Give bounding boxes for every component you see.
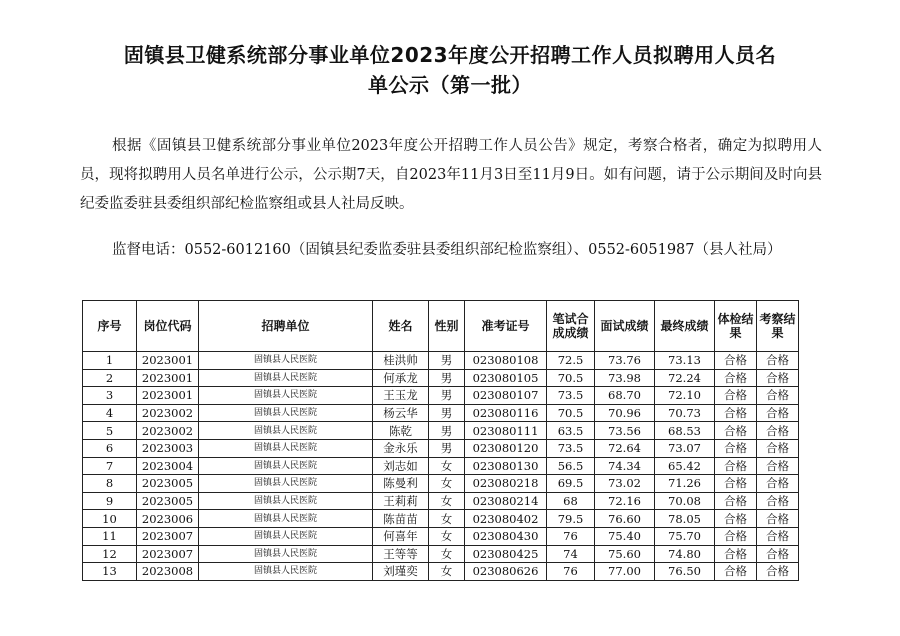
cell-exam-no: 023080111	[465, 422, 547, 440]
cell-interview-score: 76.60	[595, 510, 655, 528]
cell-written-score: 74	[547, 545, 595, 563]
cell-position-code: 2023003	[137, 439, 199, 457]
cell-interview-score: 73.98	[595, 369, 655, 387]
cell-interview-score: 75.60	[595, 545, 655, 563]
table-row	[83, 422, 799, 440]
cell-unit: 固镇县人民医院	[199, 475, 373, 493]
cell-position-code: 2023007	[137, 527, 199, 545]
cell-exam-no: 023080402	[465, 510, 547, 528]
cell-position-code: 2023002	[137, 404, 199, 422]
cell-final-score: 65.42	[655, 457, 715, 475]
cell-interview-score: 73.56	[595, 422, 655, 440]
cell-written-score: 69.5	[547, 475, 595, 493]
header-interview-score: 面试成绩	[595, 301, 655, 352]
cell-unit: 固镇县人民医院	[199, 492, 373, 510]
cell-review-result: 合格	[757, 510, 799, 528]
title-line-2: 单公示（第一批）	[368, 73, 532, 97]
cell-final-score: 72.24	[655, 369, 715, 387]
cell-index: 3	[83, 387, 137, 405]
header-final-score: 最终成绩	[655, 301, 715, 352]
cell-unit: 固镇县人民医院	[199, 457, 373, 475]
cell-physical-result: 合格	[715, 404, 757, 422]
cell-index: 8	[83, 475, 137, 493]
cell-gender: 女	[429, 510, 465, 528]
cell-review-result: 合格	[757, 369, 799, 387]
cell-name: 陈苗苗	[373, 510, 429, 528]
cell-final-score: 71.26	[655, 475, 715, 493]
cell-unit: 固镇县人民医院	[199, 352, 373, 370]
cell-interview-score: 70.96	[595, 404, 655, 422]
cell-index: 1	[83, 352, 137, 370]
cell-exam-no: 023080120	[465, 439, 547, 457]
cell-name: 何喜年	[373, 527, 429, 545]
cell-gender: 女	[429, 492, 465, 510]
cell-written-score: 63.5	[547, 422, 595, 440]
cell-written-score: 72.5	[547, 352, 595, 370]
cell-physical-result: 合格	[715, 475, 757, 493]
cell-gender: 男	[429, 439, 465, 457]
cell-index: 6	[83, 439, 137, 457]
cell-unit: 固镇县人民医院	[199, 404, 373, 422]
cell-unit: 固镇县人民医院	[199, 387, 373, 405]
header-position-code: 岗位代码	[137, 301, 199, 352]
header-written-score: 笔试合成成绩	[547, 301, 595, 352]
cell-name: 陈乾	[373, 422, 429, 440]
cell-gender: 男	[429, 352, 465, 370]
cell-position-code: 2023001	[137, 369, 199, 387]
cell-unit: 固镇县人民医院	[199, 422, 373, 440]
table-row	[83, 475, 799, 493]
cell-final-score: 78.05	[655, 510, 715, 528]
cell-exam-no: 023080425	[465, 545, 547, 563]
cell-name: 桂洪帅	[373, 352, 429, 370]
cell-review-result: 合格	[757, 352, 799, 370]
cell-gender: 女	[429, 563, 465, 581]
cell-gender: 女	[429, 545, 465, 563]
cell-exam-no: 023080107	[465, 387, 547, 405]
table-row	[83, 352, 799, 370]
cell-name: 何承龙	[373, 369, 429, 387]
cell-interview-score: 73.02	[595, 475, 655, 493]
cell-final-score: 68.53	[655, 422, 715, 440]
table-row	[83, 545, 799, 563]
cell-name: 王玉龙	[373, 387, 429, 405]
cell-unit: 固镇县人民医院	[199, 527, 373, 545]
cell-review-result: 合格	[757, 387, 799, 405]
cell-interview-score: 72.64	[595, 439, 655, 457]
header-unit: 招聘单位	[199, 301, 373, 352]
cell-gender: 男	[429, 404, 465, 422]
cell-gender: 男	[429, 369, 465, 387]
cell-review-result: 合格	[757, 492, 799, 510]
table-row	[83, 527, 799, 545]
cell-interview-score: 73.76	[595, 352, 655, 370]
cell-interview-score: 72.16	[595, 492, 655, 510]
cell-written-score: 76	[547, 563, 595, 581]
cell-written-score: 73.5	[547, 439, 595, 457]
cell-physical-result: 合格	[715, 510, 757, 528]
table-row	[83, 387, 799, 405]
header-gender: 性别	[429, 301, 465, 352]
table-row	[83, 492, 799, 510]
cell-unit: 固镇县人民医院	[199, 545, 373, 563]
cell-name: 杨云华	[373, 404, 429, 422]
cell-position-code: 2023001	[137, 387, 199, 405]
cell-review-result: 合格	[757, 457, 799, 475]
header-exam-no: 准考证号	[465, 301, 547, 352]
cell-final-score: 70.08	[655, 492, 715, 510]
cell-written-score: 56.5	[547, 457, 595, 475]
cell-index: 5	[83, 422, 137, 440]
cell-name: 刘瑾奕	[373, 563, 429, 581]
cell-final-score: 70.73	[655, 404, 715, 422]
cell-exam-no: 023080108	[465, 352, 547, 370]
table-row	[83, 404, 799, 422]
cell-physical-result: 合格	[715, 422, 757, 440]
cell-physical-result: 合格	[715, 387, 757, 405]
cell-review-result: 合格	[757, 439, 799, 457]
cell-gender: 女	[429, 475, 465, 493]
cell-final-score: 75.70	[655, 527, 715, 545]
cell-unit: 固镇县人民医院	[199, 510, 373, 528]
table-header-row	[83, 301, 799, 352]
cell-review-result: 合格	[757, 563, 799, 581]
table-row	[83, 563, 799, 581]
cell-physical-result: 合格	[715, 457, 757, 475]
cell-written-score: 76	[547, 527, 595, 545]
cell-review-result: 合格	[757, 545, 799, 563]
cell-physical-result: 合格	[715, 545, 757, 563]
cell-gender: 男	[429, 387, 465, 405]
cell-interview-score: 74.34	[595, 457, 655, 475]
cell-physical-result: 合格	[715, 492, 757, 510]
header-physical-result: 体检结果	[715, 301, 757, 352]
cell-position-code: 2023004	[137, 457, 199, 475]
cell-review-result: 合格	[757, 404, 799, 422]
cell-final-score: 73.13	[655, 352, 715, 370]
cell-physical-result: 合格	[715, 439, 757, 457]
cell-name: 王莉莉	[373, 492, 429, 510]
cell-physical-result: 合格	[715, 369, 757, 387]
cell-written-score: 79.5	[547, 510, 595, 528]
table-row	[83, 439, 799, 457]
cell-name: 陈曼利	[373, 475, 429, 493]
cell-unit: 固镇县人民医院	[199, 563, 373, 581]
cell-gender: 女	[429, 527, 465, 545]
cell-written-score: 73.5	[547, 387, 595, 405]
cell-exam-no: 023080116	[465, 404, 547, 422]
cell-unit: 固镇县人民医院	[199, 439, 373, 457]
cell-unit: 固镇县人民医院	[199, 369, 373, 387]
cell-interview-score: 75.40	[595, 527, 655, 545]
cell-index: 9	[83, 492, 137, 510]
cell-exam-no: 023080430	[465, 527, 547, 545]
table-body	[83, 352, 799, 581]
cell-index: 4	[83, 404, 137, 422]
cell-name: 刘志如	[373, 457, 429, 475]
cell-index: 10	[83, 510, 137, 528]
cell-written-score: 70.5	[547, 369, 595, 387]
header-index: 序号	[83, 301, 137, 352]
cell-physical-result: 合格	[715, 563, 757, 581]
cell-exam-no: 023080130	[465, 457, 547, 475]
cell-index: 12	[83, 545, 137, 563]
cell-review-result: 合格	[757, 422, 799, 440]
cell-position-code: 2023007	[137, 545, 199, 563]
cell-index: 2	[83, 369, 137, 387]
table-row	[83, 369, 799, 387]
cell-final-score: 76.50	[655, 563, 715, 581]
cell-position-code: 2023005	[137, 492, 199, 510]
cell-written-score: 70.5	[547, 404, 595, 422]
header-name: 姓名	[373, 301, 429, 352]
cell-exam-no: 023080105	[465, 369, 547, 387]
cell-index: 7	[83, 457, 137, 475]
title-line-1: 固镇县卫健系统部分事业单位2023年度公开招聘工作人员拟聘用人员名	[123, 43, 777, 67]
cell-gender: 女	[429, 457, 465, 475]
header-review-result: 考察结果	[757, 301, 799, 352]
cell-review-result: 合格	[757, 475, 799, 493]
cell-physical-result: 合格	[715, 527, 757, 545]
cell-position-code: 2023005	[137, 475, 199, 493]
cell-position-code: 2023008	[137, 563, 199, 581]
cell-exam-no: 023080218	[465, 475, 547, 493]
candidate-table	[82, 300, 799, 581]
cell-gender: 男	[429, 422, 465, 440]
notice-paragraph: 根据《固镇县卫健系统部分事业单位2023年度公开招聘工作人员公告》规定，考察合格者，确定为拟聘用人员，现将拟聘用人员名单进行公示，公示期7天，自2023年11月3日至11月9日。如有问题，请于公示期间及时向县纪委监委驻县委组织部纪检监察组或县人社局反映。	[80, 138, 822, 212]
supervision-phone-paragraph: 监督电话：0552-6012160（固镇县纪委监委驻县委组织部纪检监察组）、0552-6051987（县人社局）	[112, 242, 782, 258]
document-title	[80, 40, 820, 100]
cell-interview-score: 77.00	[595, 563, 655, 581]
cell-final-score: 74.80	[655, 545, 715, 563]
cell-physical-result: 合格	[715, 352, 757, 370]
cell-written-score: 68	[547, 492, 595, 510]
table-row	[83, 510, 799, 528]
table-row	[83, 457, 799, 475]
cell-final-score: 73.07	[655, 439, 715, 457]
cell-position-code: 2023002	[137, 422, 199, 440]
cell-exam-no: 023080626	[465, 563, 547, 581]
cell-name: 金永乐	[373, 439, 429, 457]
cell-exam-no: 023080214	[465, 492, 547, 510]
cell-index: 11	[83, 527, 137, 545]
cell-index: 13	[83, 563, 137, 581]
cell-review-result: 合格	[757, 527, 799, 545]
cell-final-score: 72.10	[655, 387, 715, 405]
cell-interview-score: 68.70	[595, 387, 655, 405]
cell-position-code: 2023001	[137, 352, 199, 370]
cell-name: 王等等	[373, 545, 429, 563]
cell-position-code: 2023006	[137, 510, 199, 528]
